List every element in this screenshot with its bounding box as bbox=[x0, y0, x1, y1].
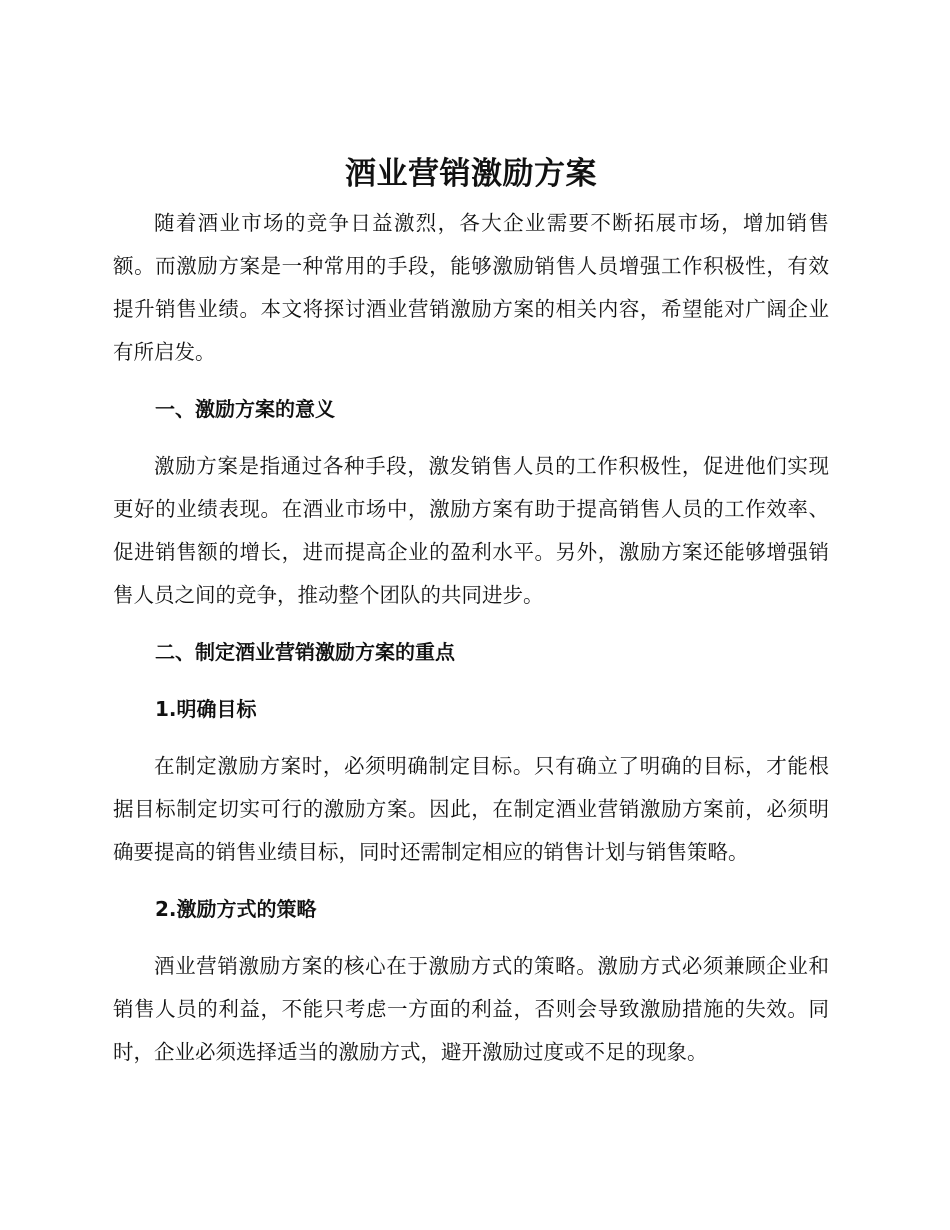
subsection-heading-goals: 1.明确目标 bbox=[155, 697, 257, 721]
document-title: 酒业营销激励方案 bbox=[345, 156, 597, 192]
subsection-heading-incentive-strategy: 2.激励方式的策略 bbox=[155, 897, 317, 921]
document-body bbox=[113, 148, 829, 1074]
section-heading-significance: 一、激励方案的意义 bbox=[155, 397, 335, 421]
subsection-paragraph-incentive-strategy: 酒业营销激励方案的核心在于激励方式的策略。激励方式必须兼顾企业和销售人员的利益，不能只考虑一方面的利益，否则会导致激励措施的失效。同时，企业必须选择适当的激励方式，避开激励过度或不足的现象。 bbox=[113, 954, 829, 1064]
intro-paragraph: 随着酒业市场的竞争日益激烈，各大企业需要不断拓展市场，增加销售额。而激励方案是一种常用的手段，能够激励销售人员增强工作积极性，有效提升销售业绩。本文将探讨酒业营销激励方案的相关内容，希望能对广阔企业有所启发。 bbox=[113, 211, 829, 364]
section-paragraph-significance: 激励方案是指通过各种手段，激发销售人员的工作积极性，促进他们实现更好的业绩表现。在酒业市场中，激励方案有助于提高销售人员的工作效率、促进销售额的增长，进而提高企业的盈利水平。另外，激励方案还能够增强销售人员之间的竞争，推动整个团队的共同进步。 bbox=[113, 454, 829, 607]
subsection-paragraph-goals: 在制定激励方案时，必须明确制定目标。只有确立了明确的目标，才能根据目标制定切实可行的激励方案。因此，在制定酒业营销激励方案前，必须明确要提高的销售业绩目标，同时还需制定相应的销售计划与销售策略。 bbox=[113, 754, 829, 864]
section-heading-key-points: 二、制定酒业营销激励方案的重点 bbox=[155, 640, 455, 664]
